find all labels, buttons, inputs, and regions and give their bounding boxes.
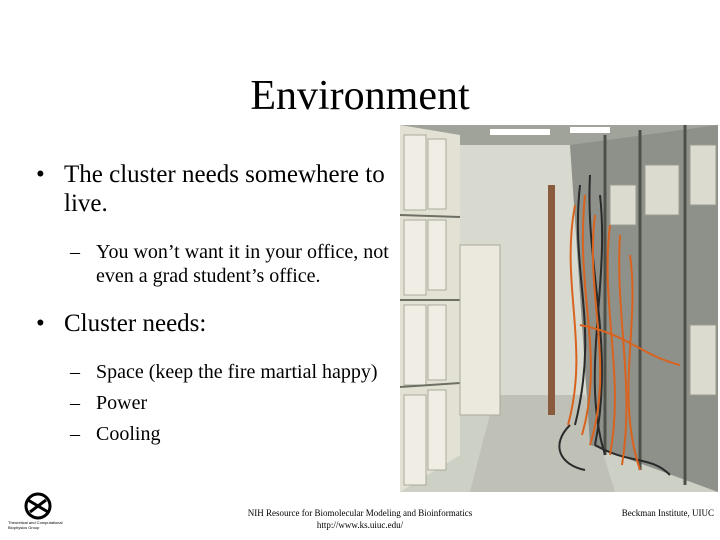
bullet-item xyxy=(36,309,396,338)
footer-institution: Beckman Institute, UIUC xyxy=(621,508,714,518)
dash-marker: – xyxy=(70,392,80,414)
sub-bullet-text: Space (keep the fire martial happy) xyxy=(96,361,378,383)
sub-bullet-item xyxy=(36,360,396,384)
server-room-photo xyxy=(400,125,718,492)
footer-resource-name: NIH Resource for Biomolecular Modeling and Bioinformatics xyxy=(247,508,473,518)
tcbg-logo-icon xyxy=(8,490,68,538)
sub-bullet-item xyxy=(36,240,396,288)
bullet-marker: • xyxy=(36,161,45,188)
dash-marker: – xyxy=(70,361,80,383)
dash-marker: – xyxy=(70,423,80,445)
sub-bullet-item xyxy=(36,391,396,415)
footer-url[interactable]: http://www.ks.uiuc.edu/ xyxy=(316,520,404,530)
bullet-text: Cluster needs: xyxy=(64,310,207,337)
sub-bullet-text: Cooling xyxy=(96,423,161,445)
sub-bullet-item xyxy=(36,422,396,446)
bullet-text: The cluster needs somewhere to live. xyxy=(64,161,385,217)
footer-center xyxy=(210,507,510,531)
slide-title: Environment xyxy=(250,73,470,119)
dash-marker: – xyxy=(70,241,80,263)
sub-bullet-text: Power xyxy=(96,392,148,414)
bullet-marker: • xyxy=(36,310,45,337)
bullet-list xyxy=(36,160,396,453)
logo-caption: Theoretical and Computational Biophysics Group xyxy=(8,520,63,530)
sub-bullet-text: You won’t want it in your office, not even a grad student’s office. xyxy=(96,241,389,287)
bullet-item xyxy=(36,160,396,218)
